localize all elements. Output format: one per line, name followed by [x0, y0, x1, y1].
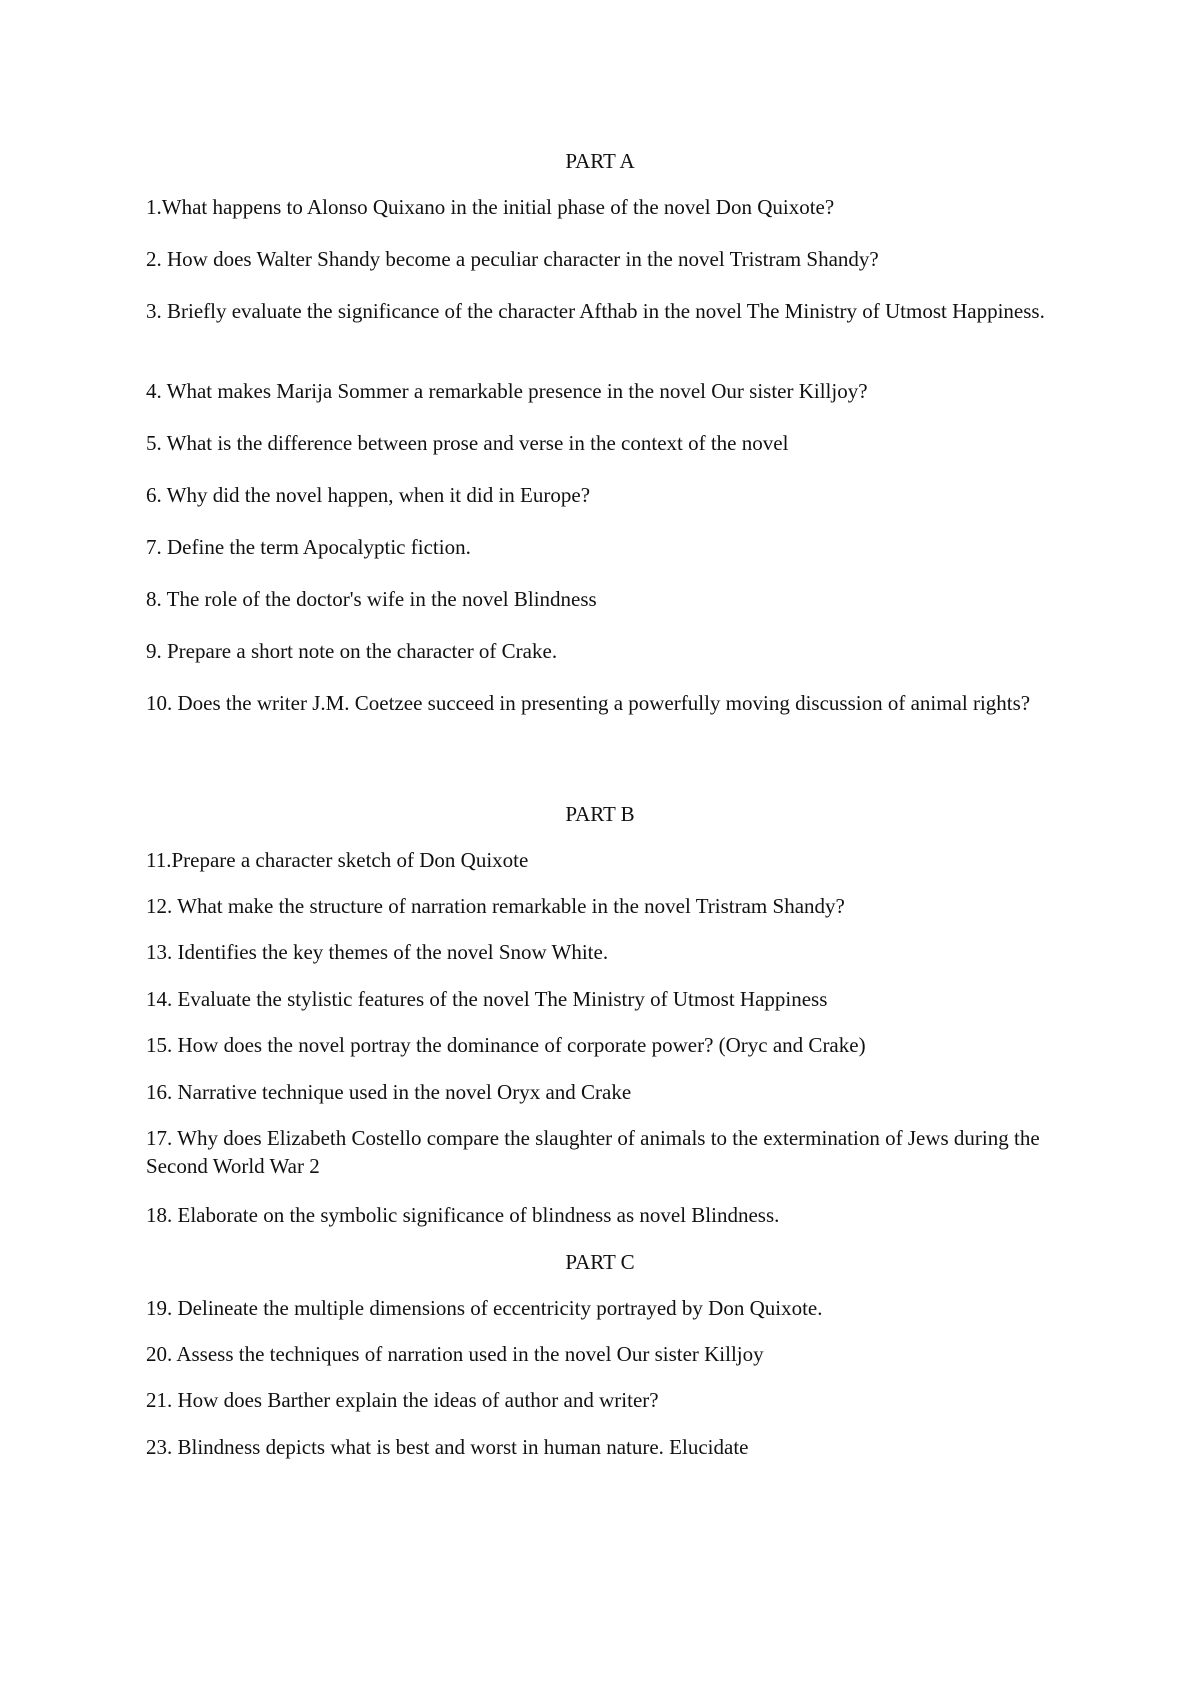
question-16: 16. Narrative technique used in the novel Oryx and Crake — [146, 1080, 632, 1104]
part-b-heading: PART B — [565, 802, 635, 826]
question-13: 13. Identifies the key themes of the novel Snow White. — [146, 940, 609, 964]
question-14: 14. Evaluate the stylistic features of the novel The Ministry of Utmost Happiness — [146, 987, 828, 1011]
question-4: 4. What makes Marija Sommer a remarkable presence in the novel Our sister Killjoy? — [146, 379, 868, 403]
question-23: 23. Blindness depicts what is best and worst in human nature. Elucidate — [146, 1435, 749, 1459]
question-11: 11.Prepare a character sketch of Don Quixote — [146, 848, 529, 872]
question-6: 6. Why did the novel happen, when it did in Europe? — [146, 483, 591, 507]
part-a-heading: PART A — [565, 149, 635, 173]
part-c-heading: PART C — [565, 1250, 635, 1274]
question-7: 7. Define the term Apocalyptic fiction. — [146, 535, 471, 559]
question-17: 17. Why does Elizabeth Costello compare the slaughter of animals to the extermination of Jews during the Second World War 2 — [146, 1126, 1040, 1178]
question-15: 15. How does the novel portray the dominance of corporate power? (Oryc and Crake) — [146, 1033, 866, 1057]
question-3: 3. Briefly evaluate the significance of the character Afthab in the novel The Ministry of Utmost Happiness. — [146, 299, 1045, 323]
question-1: 1.What happens to Alonso Quixano in the initial phase of the novel Don Quixote? — [146, 195, 835, 219]
question-18: 18. Elaborate on the symbolic significance of blindness as novel Blindness. — [146, 1203, 780, 1227]
question-2: 2. How does Walter Shandy become a peculiar character in the novel Tristram Shandy? — [146, 247, 879, 271]
question-10: 10. Does the writer J.M. Coetzee succeed in presenting a powerfully moving discussion of animal rights? — [146, 691, 1031, 715]
question-19: 19. Delineate the multiple dimensions of eccentricity portrayed by Don Quixote. — [146, 1296, 823, 1320]
question-9: 9. Prepare a short note on the character of Crake. — [146, 639, 558, 663]
question-8: 8. The role of the doctor's wife in the novel Blindness — [146, 587, 597, 611]
question-12: 12. What make the structure of narration remarkable in the novel Tristram Shandy? — [146, 894, 845, 918]
question-20: 20. Assess the techniques of narration used in the novel Our sister Killjoy — [146, 1342, 764, 1366]
question-5: 5. What is the difference between prose and verse in the context of the novel — [146, 431, 789, 455]
question-21: 21. How does Barther explain the ideas of author and writer? — [146, 1388, 659, 1412]
